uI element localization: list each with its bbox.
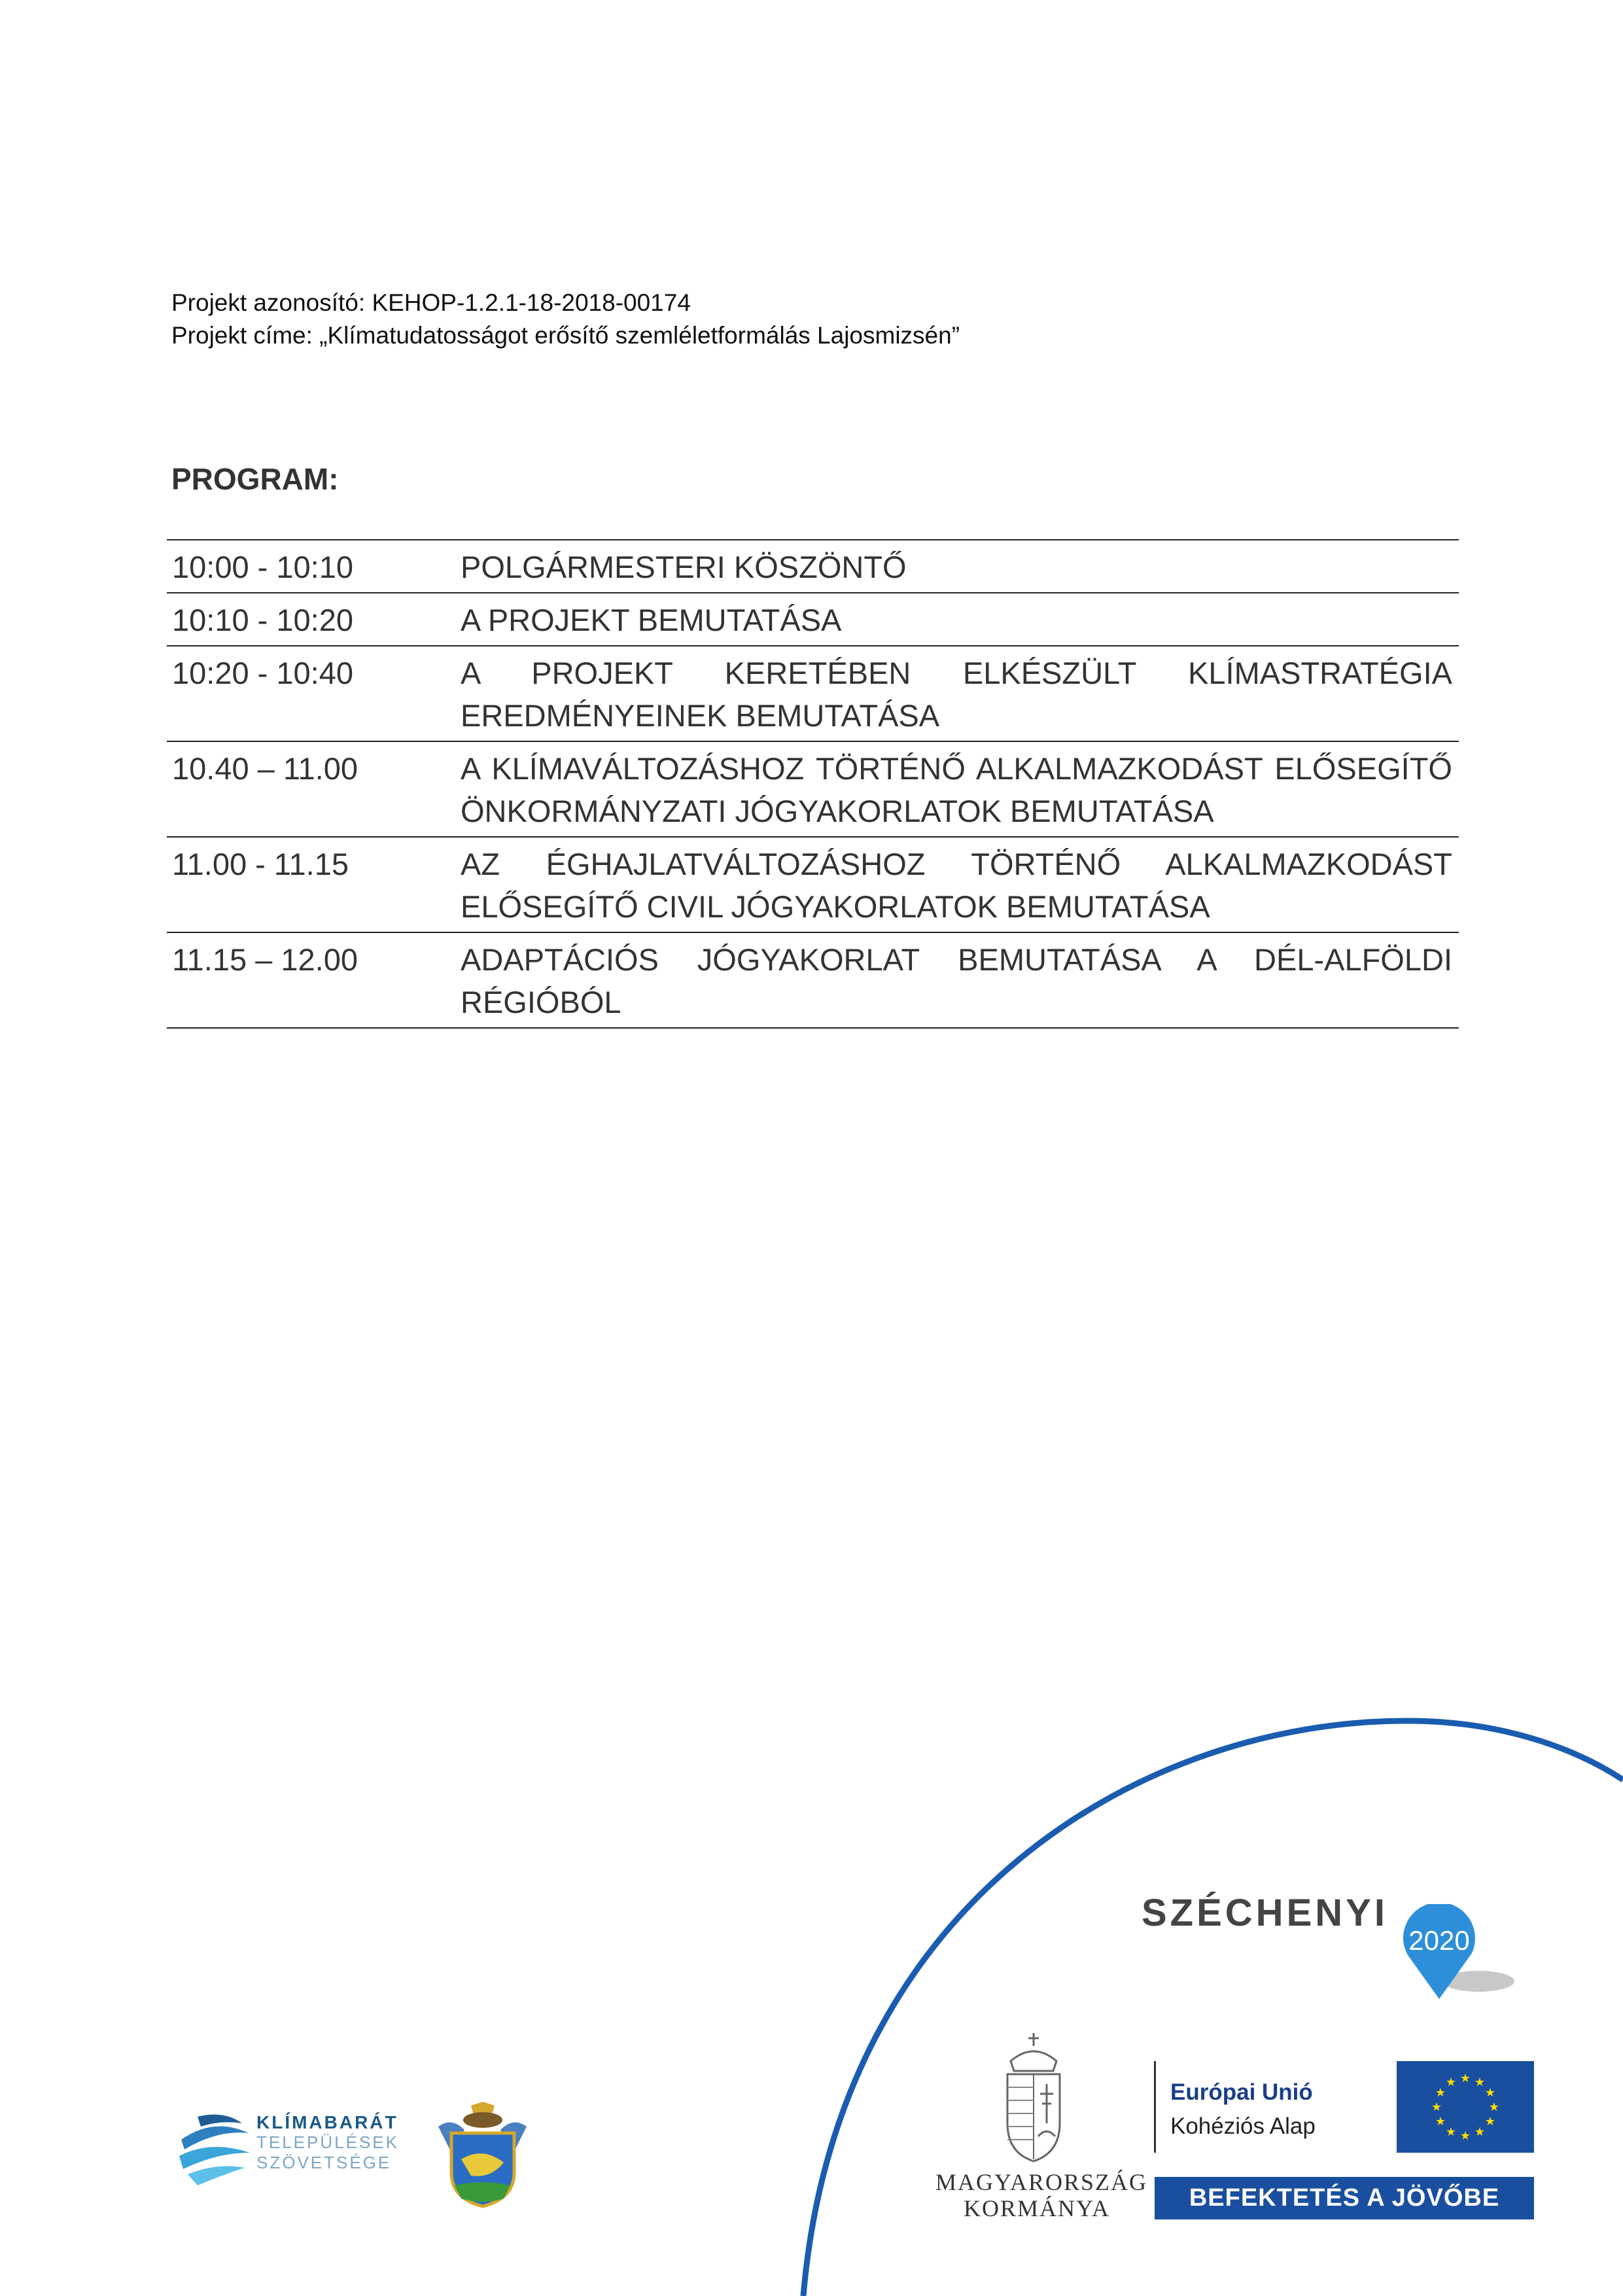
row-description: ADAPTÁCIÓS JÓGYAKORLAT BEMUTATÁSA A DÉL-ALFÖLDI RÉGIÓBÓL: [455, 932, 1459, 1028]
row-time: 10:20 - 10:40: [167, 646, 455, 741]
row-description: POLGÁRMESTERI KÖSZÖNTŐ: [455, 540, 1459, 593]
row-time: 11.15 – 12.00: [167, 932, 455, 1028]
svg-text:★: ★: [1445, 2075, 1457, 2089]
eu-line2: Kohéziós Alap: [1170, 2113, 1316, 2139]
row-description: A KLÍMAVÁLTOZÁSHOZ TÖRTÉNŐ ALKALMAZKODÁST ELŐSEGÍTŐ ÖNKORMÁNYZATI JÓGYAKORLATOK BEMUTATÁSA: [455, 741, 1459, 837]
svg-text:★: ★: [1459, 2129, 1471, 2143]
map-pin-icon: [1400, 1904, 1524, 2002]
slogan-banner: BEFEKTETÉS A JÖVŐBE: [1155, 2177, 1534, 2219]
row-time: 10.40 – 11.00: [167, 741, 455, 837]
svg-text:★: ★: [1474, 2125, 1486, 2139]
szechenyi-logo-text: SZÉCHENYI: [1142, 1892, 1388, 1934]
project-title: Projekt címe: „Klímatudatosságot erősítő szemléletformálás Lajosmizsén”: [171, 322, 960, 349]
svg-text:★: ★: [1484, 2115, 1496, 2128]
hungarian-crest-icon: [998, 2032, 1070, 2163]
program-title: PROGRAM:: [171, 462, 339, 496]
eu-line1: Európai Unió: [1170, 2079, 1313, 2105]
eu-logo-text: [1170, 2075, 1316, 2144]
szechenyi-year: 2020: [1408, 1925, 1470, 1956]
row-time: 10:10 - 10:20: [167, 593, 455, 646]
government-line2: KORMÁNYA: [963, 2195, 1111, 2221]
government-logo-text: [935, 2169, 1148, 2221]
svg-text:★: ★: [1445, 2125, 1457, 2139]
klimabarat-line1: KLÍMABARÁT: [256, 2112, 398, 2132]
svg-text:★: ★: [1435, 2115, 1446, 2128]
row-time: 11.00 - 11.15: [167, 837, 455, 932]
svg-text:★: ★: [1431, 2100, 1442, 2114]
row-description: A PROJEKT KERETÉBEN ELKÉSZÜLT KLÍMASTRATÉGIA EREDMÉNYEINEK BEMUTATÁSA: [455, 646, 1459, 741]
klimabarat-line3: SZÖVETSÉGE: [256, 2153, 392, 2172]
government-line1: MAGYARORSZÁG: [935, 2169, 1148, 2195]
klimabarat-line2: TELEPÜLÉSEK: [256, 2132, 399, 2152]
coat-of-arms-icon: [432, 2100, 533, 2208]
svg-text:★: ★: [1459, 2072, 1471, 2085]
project-id: Projekt azonosító: KEHOP-1.2.1-18-2018-00174: [171, 289, 691, 316]
svg-text:★: ★: [1474, 2075, 1486, 2089]
eu-divider: [1154, 2061, 1156, 2153]
row-time: 10:00 - 10:10: [167, 540, 455, 593]
row-description: A PROJEKT BEMUTATÁSA: [455, 593, 1459, 646]
klimabarat-logo-text: [256, 2112, 399, 2173]
svg-text:★: ★: [1484, 2086, 1496, 2100]
row-description: AZ ÉGHAJLATVÁLTOZÁSHOZ TÖRTÉNŐ ALKALMAZKODÁST ELŐSEGÍTŐ CIVIL JÓGYAKORLATOK BEMUTATÁSA: [455, 837, 1459, 932]
eu-flag-icon: [1397, 2061, 1534, 2153]
svg-text:★: ★: [1435, 2086, 1446, 2100]
svg-text:★: ★: [1488, 2100, 1500, 2114]
